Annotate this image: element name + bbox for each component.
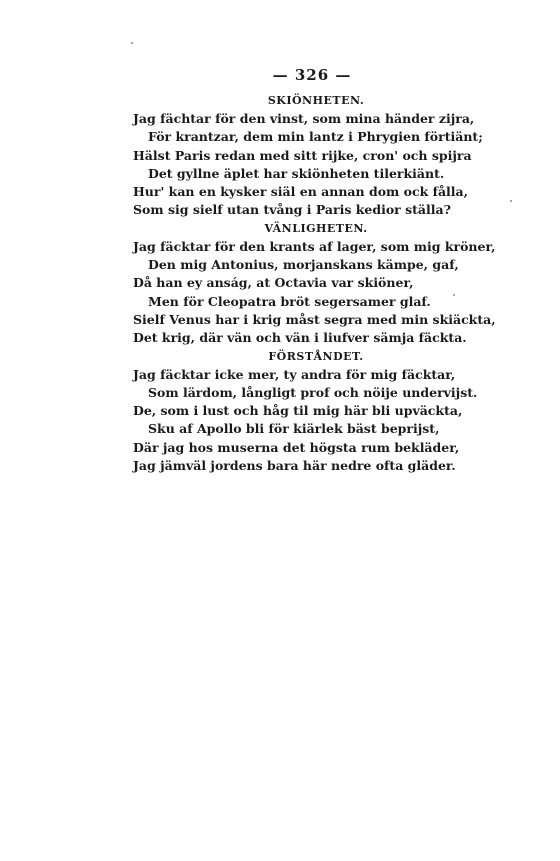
verse-line: Den mig Antonius, morjanskans kämpe, gaf, (148, 257, 459, 273)
section-heading-forstandet: FÖRSTÅNDET. (268, 349, 364, 363)
verse-line: De, som i lust och håg til mig här bli upväckta, (133, 403, 463, 419)
section-heading-skionheten: SKIÖNHETEN. (267, 94, 365, 107)
verse-line: Som lärdom, långligt prof och nöije undervijst. (148, 384, 478, 400)
poem-text (133, 92, 499, 475)
verse-line: Där jag hos muserna det högsta rum bekläder, (133, 439, 460, 455)
print-speck (510, 200, 512, 202)
verse-line: Det krig, där vän och vän i liufver sämja fäckta. (133, 330, 467, 346)
verse-line: Då han ey anság, at Octavia var skiöner, (133, 275, 414, 291)
verse-line: Som sig sielf utan tvång i Paris kedior ställa? (133, 202, 451, 218)
verse-line: Jag fäcktar för den krants af lager, som mig kröner, (133, 238, 496, 254)
verse-line: Hälst Paris redan med sitt rijke, cron' och spijra (133, 147, 472, 163)
verse-line: Sielf Venus har i krig måst segra med min skiäckta, (133, 311, 496, 327)
section-heading-vanligheten: VÄNLIGHETEN. (264, 221, 368, 235)
page-number: — 326 — (272, 66, 352, 84)
verse-line: Jag jämväl jordens bara här nedre ofta gläder. (133, 458, 456, 474)
verse-line: Men för Cleopatra bröt segersamer glaf. (148, 293, 431, 309)
verse-line: Det gyllne äplet har skiönheten tilerkiänt. (148, 165, 445, 181)
verse-line: Hur' kan en kysker siäl en annan dom ock fålla, (133, 184, 469, 200)
verse-line: Jag fächtar för den vinst, som mina händer zijra, (133, 111, 475, 126)
verse-line: Jag fäcktar icke mer, ty andra för mig fäcktar, (133, 366, 456, 382)
verse-line: För krantzar, dem min lantz i Phrygien förtiänt; (148, 129, 483, 145)
verse-line: Sku af Apollo bli för kiärlek bäst beprijst, (148, 421, 440, 437)
print-speck (131, 42, 133, 44)
